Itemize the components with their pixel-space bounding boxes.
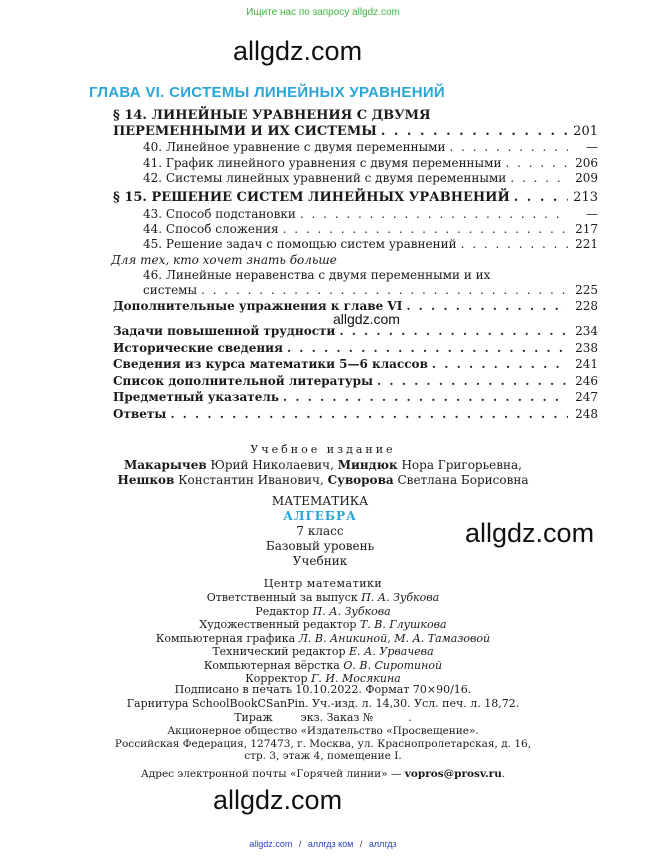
toc-page: 209 (575, 171, 598, 185)
hotline-email-line: Адрес электронной почты «Горячей линии» — vopros@prosv.ru. (140, 768, 506, 780)
toc-item-44[interactable] (143, 222, 598, 237)
toc-leader (406, 299, 568, 314)
toc-page: 206 (575, 156, 598, 170)
print-typeface: Гарнитура SchoolBookCSanPin. Уч.-изд. л. 14,30. Усл. печ. л. 18,72. (126, 697, 520, 710)
toc-item-45[interactable] (143, 237, 598, 252)
authors-line-1 (0, 458, 646, 473)
toc-label: 41. График линейного уравнения с двумя переменными (143, 156, 502, 170)
staff-row: Редактор П. А. Зубкова (255, 604, 391, 618)
book-title-block (220, 494, 420, 569)
toc-label: § 15. РЕШЕНИЕ СИСТЕМ ЛИНЕЙНЫХ УРАВНЕНИЙ (113, 190, 510, 205)
toc-label: ПЕРЕМЕННЫМИ И ИХ СИСТЕМЫ (113, 124, 377, 139)
toc-leader (339, 324, 568, 339)
watermark: allgdz.com (333, 311, 400, 327)
toc-leader (505, 156, 568, 171)
chapter-title: ГЛАВА VI. СИСТЕМЫ ЛИНЕЙНЫХ УРАВНЕНИЙ (89, 84, 445, 101)
toc-label: Сведения из курса математики 5—6 классов (113, 357, 428, 371)
toc-leader (449, 140, 568, 155)
author-name: Светлана Борисовна (393, 473, 529, 487)
toc-page: 247 (575, 390, 598, 404)
toc-page: 213 (573, 190, 598, 205)
publisher-address-2: стр. 3, этаж 4, помещение I. (244, 750, 402, 762)
toc-page: 248 (575, 407, 598, 421)
toc-leader (510, 171, 568, 186)
authors-line-2 (0, 473, 646, 488)
edition-label: Учебное издание (250, 443, 396, 456)
publisher-name: Акционерное общество «Издательство «Просвещение». (167, 725, 479, 737)
toc-page: 234 (575, 324, 598, 338)
subject-title: МАТЕМАТИКА (271, 494, 369, 508)
email-label: Адрес электронной почты «Горячей линии» — (140, 768, 405, 780)
footer-link[interactable]: аллгдз (368, 839, 397, 849)
toc-leader (461, 237, 568, 252)
print-details (0, 683, 646, 725)
grade-label: 7 класс (296, 524, 344, 538)
toc-item-42[interactable] (143, 171, 598, 186)
staff-row: Компьютерная графика Л. В. Аникиной, М. А. Тамазовой (155, 631, 491, 645)
toc-label: 42. Системы линейных уравнений с двумя переменными (143, 171, 507, 185)
toc-label: 43. Способ подстановки (143, 207, 296, 221)
staff-row: Компьютерная вёрстка О. В. Сиротиной (203, 658, 443, 672)
staff-row: Корректор Г. И. Мосякина (245, 672, 401, 685)
toc-label: системы (143, 283, 198, 297)
toc-leader (283, 222, 568, 237)
toc-label: 45. Решение задач с помощью систем уравнений (143, 237, 457, 251)
toc-leader (287, 341, 568, 356)
watermark: allgdz.com (233, 36, 363, 66)
toc-page: 246 (575, 374, 598, 388)
print-run: Тираж экз. Заказ № . (234, 711, 412, 724)
toc-section-15[interactable] (113, 190, 598, 205)
toc-extra-heading: Для тех, кто хочет знать больше (111, 253, 337, 267)
toc-label: Ответы (113, 407, 167, 421)
footer-link[interactable]: аллгдз ком (307, 839, 354, 849)
level-label: Базовый уровень (265, 539, 375, 553)
staff-row: Ответственный за выпуск П. А. Зубкова (206, 591, 440, 604)
footer-links (0, 839, 646, 849)
toc-page: 228 (575, 299, 598, 313)
toc-leader (377, 374, 568, 389)
email-link[interactable]: vopros@prosv.ru (404, 768, 502, 780)
toc-leader (514, 190, 568, 205)
author-surname: Суворова (327, 473, 394, 487)
footer-link[interactable]: allgdz.com (249, 839, 293, 849)
toc-page: — (586, 140, 598, 154)
toc-page: 225 (575, 283, 598, 297)
toc-item-41[interactable] (143, 156, 598, 171)
toc-section-14[interactable] (113, 124, 598, 139)
toc-leader (201, 283, 568, 298)
author-name: Константин Иванович, (174, 473, 328, 487)
toc-page: 201 (573, 124, 598, 139)
toc-page: 238 (575, 341, 598, 355)
center-label: Центр математики (263, 577, 383, 590)
toc-leader (381, 124, 568, 139)
toc-hard-problems[interactable] (113, 324, 598, 339)
staff-list (0, 591, 646, 686)
toc-literature[interactable] (113, 374, 598, 389)
footer-separator: / (359, 839, 363, 849)
book-type-label: Учебник (292, 554, 348, 568)
toc-label: 40. Линейное уравнение с двумя переменными (143, 140, 446, 154)
toc-info[interactable] (113, 357, 598, 372)
toc-leader (283, 390, 568, 405)
publisher-address: Российская Федерация, 127473, г. Москва, ул. Краснопролетарская, д. 16, (114, 737, 532, 750)
toc-label: 44. Способ сложения (143, 222, 279, 236)
toc-label: Предметный указатель (113, 390, 279, 404)
staff-row: Технический редактор Е. А. Урвачева (212, 645, 434, 658)
author-name: Нора Григорьевна, (397, 458, 522, 472)
toc-page: 241 (575, 357, 598, 371)
print-signed: Подписано в печать 10.10.2022. Формат 70×90/16. (174, 683, 472, 696)
toc-answers[interactable] (113, 407, 598, 422)
watermark: allgdz.com (213, 785, 343, 815)
toc-item-46-title: 46. Линейные неравенства с двумя переменными и их (143, 268, 491, 282)
author-surname: Макарычев (124, 458, 207, 472)
toc-item-46[interactable] (143, 283, 598, 298)
toc-page: 217 (575, 222, 598, 236)
author-surname: Миндюк (337, 458, 398, 472)
toc-item-40[interactable] (143, 140, 598, 155)
algebra-title: АЛГЕБРА (283, 509, 357, 523)
toc-leader (170, 407, 568, 422)
toc-label: Список дополнительной литературы (113, 374, 373, 388)
top-banner: Ищите нас по запросу allgdz.com (246, 7, 400, 18)
toc-label: Дополнительные упражнения к главе VI (113, 299, 403, 313)
toc-subject-index[interactable] (113, 390, 598, 405)
toc-label: Задачи повышенной трудности (113, 324, 336, 338)
footer-separator: / (298, 839, 302, 849)
toc-label: Исторические сведения (113, 341, 283, 355)
toc-leader (432, 357, 568, 372)
watermark: allgdz.com (465, 518, 595, 548)
toc-page: 221 (575, 237, 598, 251)
toc-leader (300, 207, 568, 222)
toc-item-43[interactable] (143, 207, 598, 222)
toc-page: — (586, 207, 598, 221)
author-name: Юрий Николаевич, (206, 458, 338, 472)
author-surname: Нешков (117, 473, 175, 487)
toc-history[interactable] (113, 341, 598, 356)
publisher-details (0, 725, 646, 763)
toc-section-14-title: § 14. ЛИНЕЙНЫЕ УРАВНЕНИЯ С ДВУМЯ (113, 108, 431, 123)
staff-row: Художественный редактор Т. В. Глушкова (199, 618, 447, 631)
